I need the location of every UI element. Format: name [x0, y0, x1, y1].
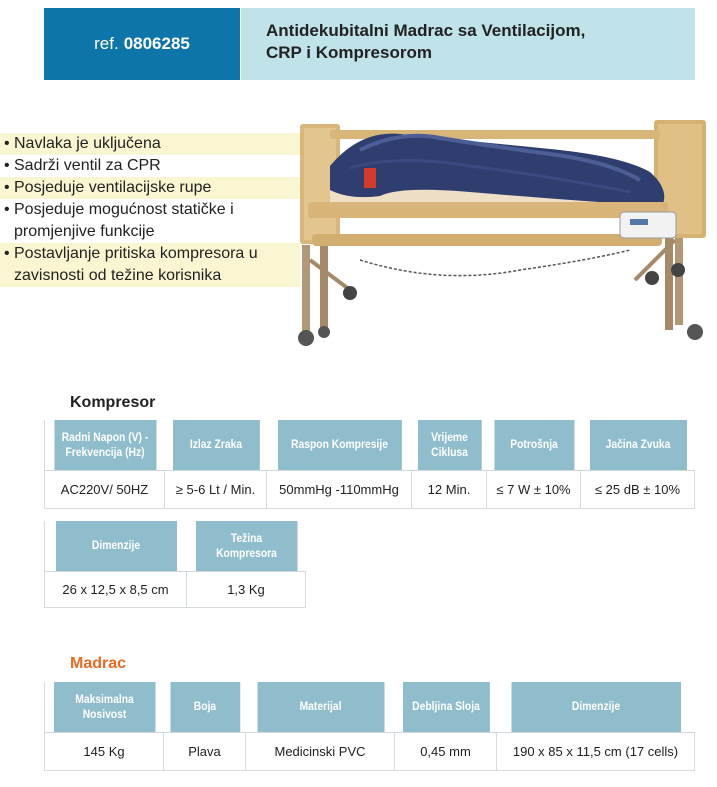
- table-cell: Plava: [164, 732, 246, 770]
- table-cell: Medicinski PVC: [246, 732, 395, 770]
- table-cell: 145 Kg: [45, 732, 164, 770]
- column-header: Dimenzije: [54, 521, 176, 571]
- table-cell: 12 Min.: [412, 470, 487, 508]
- table-cell: 50mmHg -110mmHg: [267, 470, 412, 508]
- column-header: Potrošnja: [493, 420, 574, 470]
- column-header: Dimenzije: [510, 682, 680, 732]
- table-header-row: [45, 682, 695, 732]
- column-header: Radni Napon (V) - Frekvencija (Hz): [53, 420, 156, 470]
- table-row: [45, 470, 695, 508]
- madrac-specs-table: [44, 682, 695, 771]
- column-header: Maksimalna Nosivost: [53, 682, 155, 732]
- column-header: Materijal: [256, 682, 384, 732]
- feature-item: • Postavljanje pritiska kompresora u: [0, 243, 300, 265]
- product-title: [241, 8, 695, 80]
- column-header: Jačina Zvuka: [588, 420, 686, 470]
- table-row: [45, 732, 695, 770]
- feature-item: • Navlaka je uključena: [0, 133, 300, 155]
- feature-item: • Sadrži ventil za CPR: [4, 157, 161, 174]
- feature-item: • Posjeduje mogućnost statičke i: [4, 201, 234, 218]
- column-header: Raspon Kompresije: [277, 420, 402, 470]
- feature-item-continued: promjenjive funkcije: [14, 223, 155, 240]
- ref-badge: [44, 8, 240, 80]
- column-header: Vrijeme Ciklusa: [417, 420, 482, 470]
- product-title-line1: Antidekubitalni Madrac sa Ventilacijom,: [266, 21, 586, 40]
- table-row: [45, 571, 306, 607]
- kompresor-dimensions-table: [44, 521, 306, 608]
- table-cell: 190 x 85 x 11,5 cm (17 cells): [497, 732, 695, 770]
- column-header: Debljina Sloja: [402, 682, 490, 732]
- table-cell: ≤ 25 dB ± 10%: [581, 470, 695, 508]
- bed-with-mattress-image: [290, 110, 716, 350]
- table-header-row: [45, 420, 695, 470]
- table-cell: ≥ 5-6 Lt / Min.: [165, 470, 267, 508]
- product-title-line2: CRP i Kompresorom: [266, 43, 432, 62]
- table-cell: 0,45 mm: [395, 732, 497, 770]
- column-header: Izlaz Zraka: [172, 420, 260, 470]
- feature-item-continued: zavisnosti od težine korisnika: [0, 265, 300, 287]
- table-cell: AC220V/ 50HZ: [45, 470, 165, 508]
- ref-prefix: ref.: [94, 34, 119, 53]
- madrac-section-title: Madrac: [70, 655, 127, 672]
- table-header-row: [45, 521, 306, 571]
- table-cell: ≤ 7 W ± 10%: [487, 470, 581, 508]
- feature-item: • Posjeduje ventilacijske rupe: [0, 177, 300, 199]
- column-header: Boja: [169, 682, 240, 732]
- kompresor-specs-table: [44, 420, 695, 509]
- column-header: Težina Kompresora: [195, 521, 297, 571]
- table-cell: 1,3 Kg: [187, 571, 306, 607]
- table-cell: 26 x 12,5 x 8,5 cm: [45, 571, 187, 607]
- feature-list: [0, 133, 300, 287]
- ref-number: 0806285: [123, 34, 190, 53]
- kompresor-section-title: Kompresor: [70, 394, 156, 411]
